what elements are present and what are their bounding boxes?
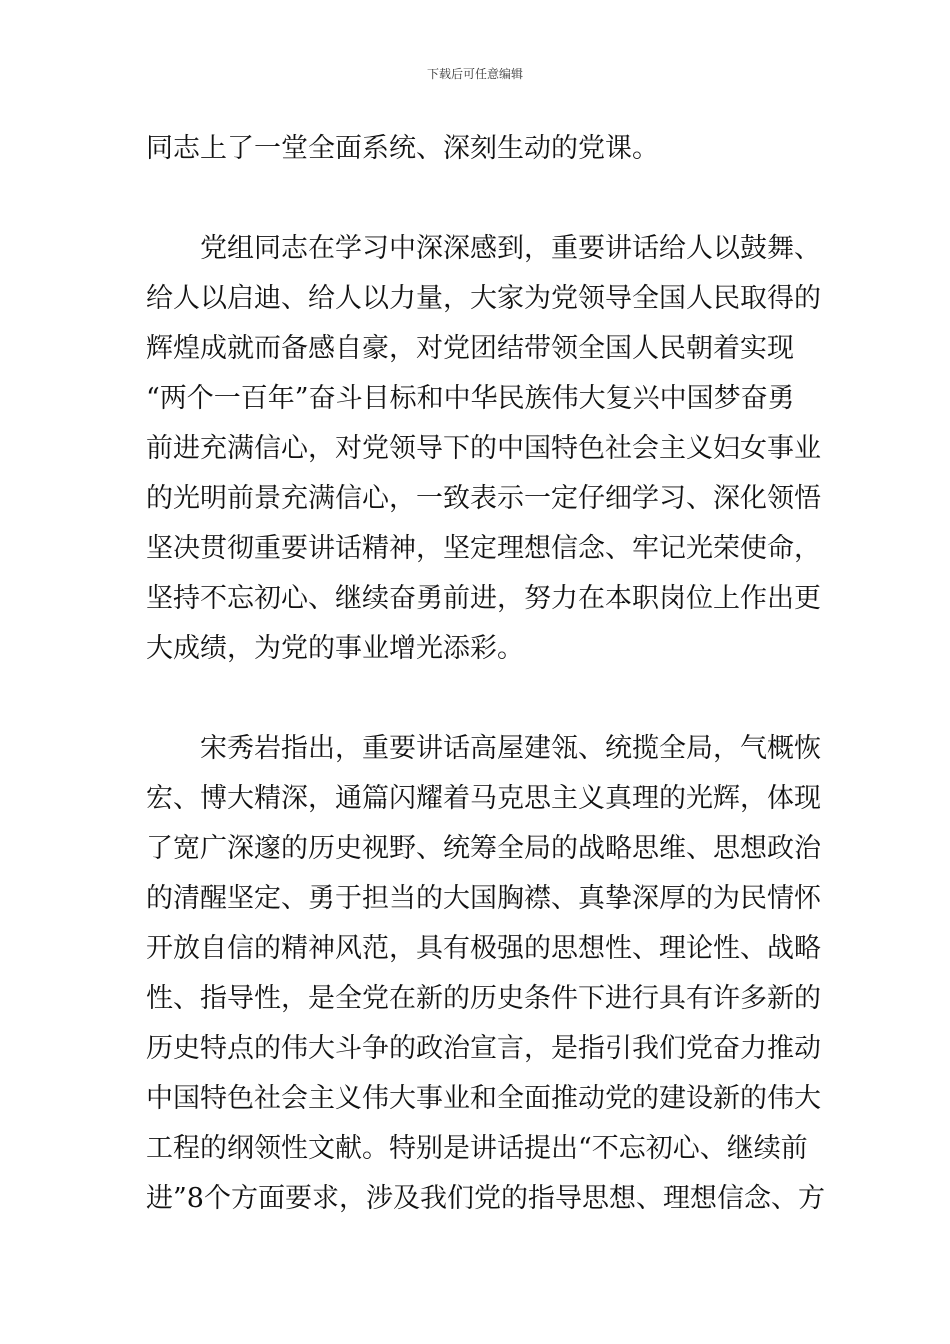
text-line: 历史特点的伟大斗争的政治宣言，是指引我们党奋力推动 (146, 1033, 821, 1064)
text-line: 大成绩，为党的事业增光添彩。 (146, 633, 524, 664)
text-line: 同志上了一堂全面系统、深刻生动的党课。 (146, 133, 659, 164)
text-line: 党组同志在学习中深深感到，重要讲话给人以鼓舞、 (146, 233, 821, 264)
text-line: 进”8个方面要求，涉及我们党的指导思想、理想信念、方 (146, 1183, 825, 1214)
text-line: 性、指导性，是全党在新的历史条件下进行具有许多新的 (146, 983, 821, 1014)
text-line: 辉煌成就而备感自豪，对党团结带领全国人民朝着实现 (146, 333, 794, 364)
text-line: 给人以启迪、给人以力量，大家为党领导全国人民取得的 (146, 283, 821, 314)
text-line: 工程的纲领性文献。特别是讲话提出“不忘初心、继续前 (146, 1133, 808, 1164)
text-line: 前进充满信心，对党领导下的中国特色社会主义妇女事业 (146, 433, 821, 464)
header-note: 下载后可任意编辑 (426, 67, 523, 81)
text-line: “两个一百年”奋斗目标和中华民族伟大复兴中国梦奋勇 (146, 383, 795, 414)
text-line: 了宽广深邃的历史视野、统筹全局的战略思维、思想政治 (146, 833, 821, 864)
text-line: 宏、博大精深，通篇闪耀着马克思主义真理的光辉，体现 (146, 783, 821, 814)
text-line: 开放自信的精神风范，具有极强的思想性、理论性、战略 (146, 933, 821, 964)
text-line: 坚决贯彻重要讲话精神，坚定理想信念、牢记光荣使命， (146, 533, 821, 564)
text-line: 宋秀岩指出，重要讲话高屋建瓴、统揽全局，气概恢 (146, 733, 821, 764)
text-line: 的清醒坚定、勇于担当的大国胸襟、真挚深厚的为民情怀 (146, 883, 821, 914)
text-line: 的光明前景充满信心，一致表示一定仔细学习、深化领悟 (146, 483, 821, 514)
text-line: 中国特色社会主义伟大事业和全面推动党的建设新的伟大 (146, 1083, 821, 1114)
text-line: 坚持不忘初心、继续奋勇前进，努力在本职岗位上作出更 (146, 583, 821, 614)
